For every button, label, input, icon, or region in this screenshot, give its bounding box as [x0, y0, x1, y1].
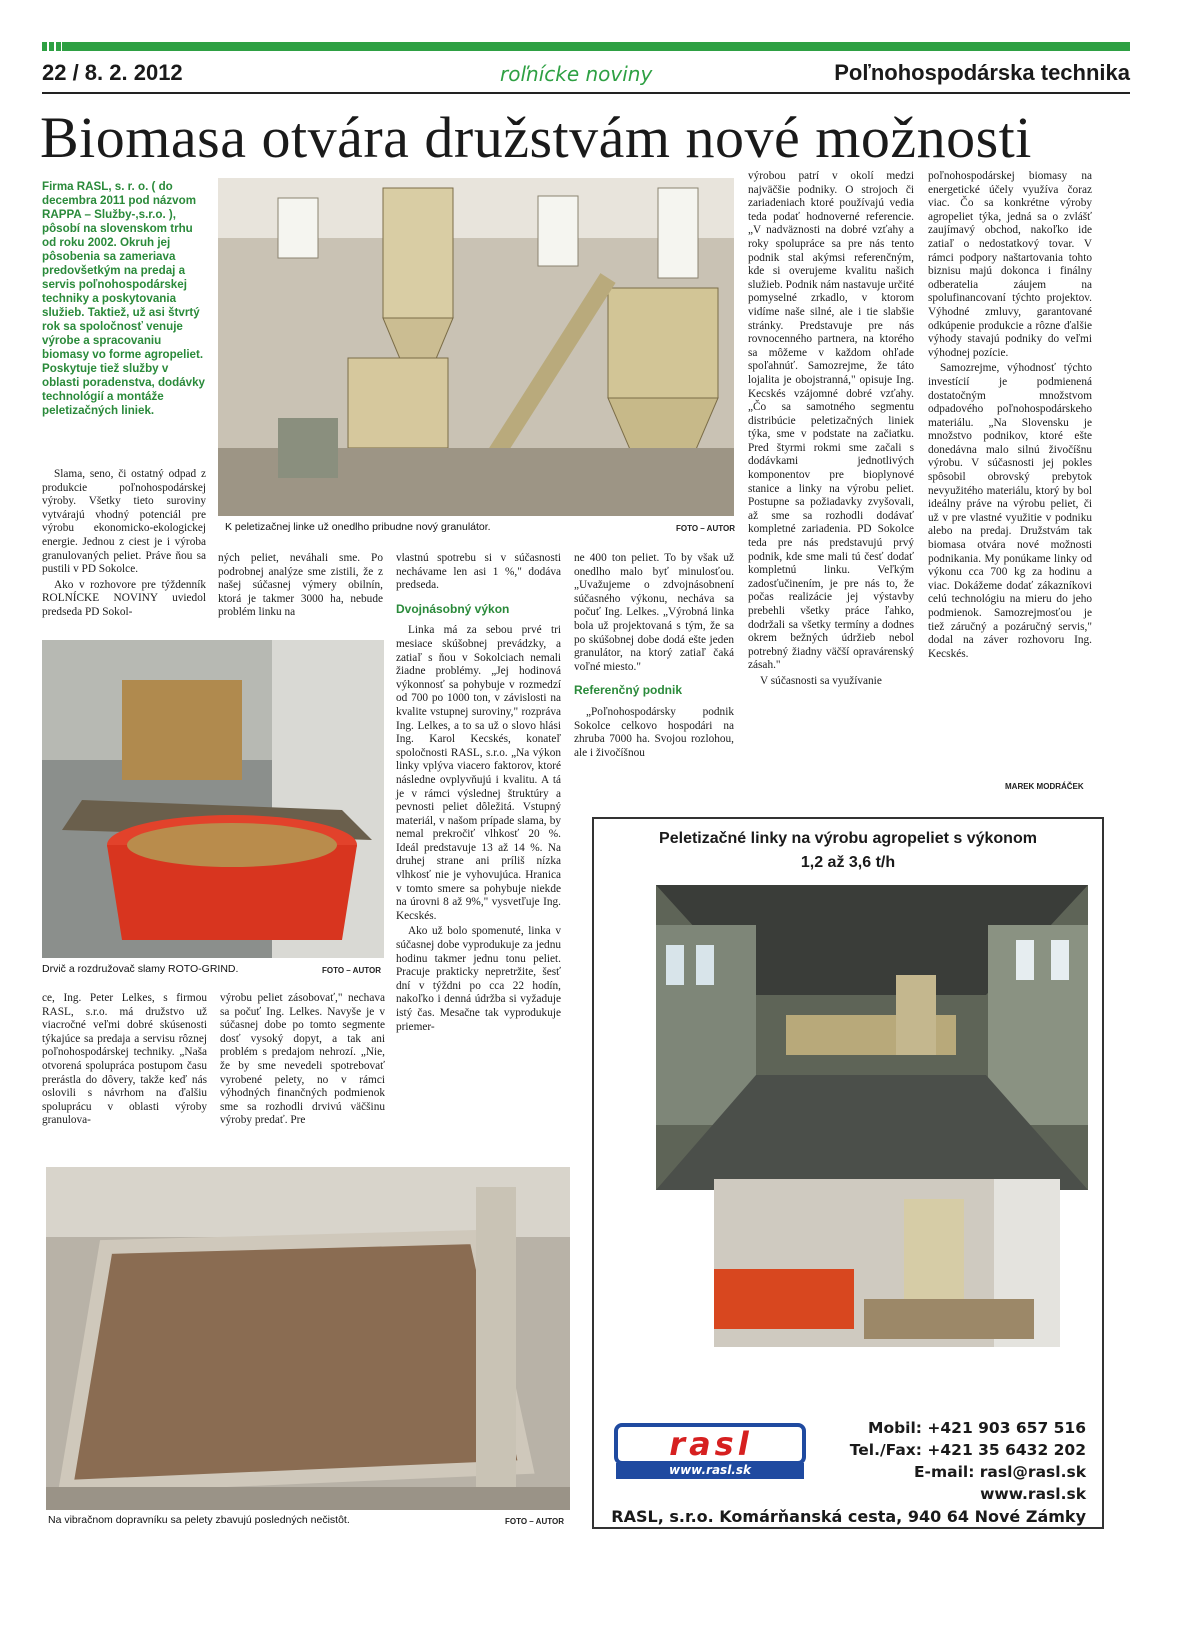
- col4-paragraph-1: ne 400 ton peliet. To by však už onedlho malo byť minulosťou. „Uvažujeme o zdvojnásobnení súčasného výkonu, necháva sa počuť Ing. Lelkes. „Výrobná linka bola už projektovaná s tým, že sa po skúšobnej dobe dodá ešte jeden granulátor, na ktorý zatiaľ čaká voľné miesto.": [574, 552, 734, 673]
- col3-paragraph-1: vlastnú spotrebu si v súčasnosti nechávame len asi 1 %," dodáva predseda.: [396, 552, 561, 592]
- ad-photo-hall: [656, 885, 1088, 1190]
- ad-tel-fax: Tel./Fax: +421 35 6432 202: [849, 1441, 1086, 1459]
- photo-roto-grind: [42, 640, 384, 958]
- newspaper-logo: roľnícke noviny: [500, 62, 653, 86]
- subhead-reference: Referenčný podnik: [574, 683, 683, 698]
- column-2-bottom: [220, 992, 385, 1130]
- column-3: [396, 552, 561, 1036]
- credit-mid-photo: FOTO – AUTOR: [322, 966, 381, 975]
- header-bar-dots: [42, 42, 62, 51]
- col6-paragraph-2: Samozrejme, výhodnosť týchto investícií je podmienená dostatočným množstvom odpadového poľnohospodárskeho materiálu. „Na Slovensku je množstvo podnikov, ktoré ešte donedávna malo silnú živočíšnu výrobu. V súčasnosti jej pokles spôsobil obrovský prebytok nevyužitého materiálu, ktorý by bol ideálny práve na výrobu peliet, či už v pre vlastné využitie v podniku alebo na predaj. Družstvám tak biomasa otvára nové možnosti podnikania. My ponúkame linky od výkonu cca 700 kg za hodinu a viac. Dokážeme dodať zákazníkovi celú technológiu na mieru do jeho podmienok. Samozrejmosťou je tiež záručný a pozáručný servis," dodal na záver rozhovoru Ing. Kecskés.: [928, 362, 1092, 660]
- column-5: [748, 170, 914, 691]
- conveyor-illustration: [46, 1167, 570, 1510]
- ad-email[interactable]: E-mail: rasl@rasl.sk: [913, 1463, 1086, 1481]
- ad-website[interactable]: www.rasl.sk: [980, 1485, 1086, 1503]
- ad-address: RASL, s.r.o. Komárňanská cesta, 940 64 Nové Zámky: [611, 1507, 1086, 1526]
- headline: Biomasa otvára družstvám nové možnosti: [40, 105, 1032, 170]
- column-1-top: [42, 468, 206, 622]
- col5-paragraph-2: V súčasnosti sa využívanie: [760, 674, 882, 687]
- production-hall-illustration: [656, 885, 1088, 1190]
- col6-paragraph-1: poľnohospodárskej biomasy na energetické účely využíva čoraz viac. Čo sa konkrétne výroby agropeliet týka, jedná sa o zvlášť zaujímavý obchod, nakoľko ide zatiaľ o nedostatkový tovar. V rámci podpory naštartovania tohto biznisu majú dokonca i finálny odberatelia záujem na spolufinancovaní týchto projektov. Výhodné zmluvy, garantované odkúpenie produkcie a rôzne ďalšie výhody stavajú podniky do veľmi výhodnej pozície.: [928, 170, 1092, 359]
- col2-bottom-paragraph: výrobu peliet zásobovať," nechava sa počuť Ing. Lelkes. Navyše je v súčasnej dobe po tomto segmente dosť vysoký dopyt, a tak ani problém s predajom nehrozí. „Nie, že by sme nevedeli spotrebovať vyrobené pelety, no v rámci výhodných finančných podmienok sme sa rozhodli drvivú väčšinu výroby predať. Pre: [220, 992, 385, 1127]
- subhead-double-output: Dvojnásobný výkon: [396, 601, 510, 616]
- header-green-bar: [42, 42, 1130, 51]
- col1-bottom-paragraph: ce, Ing. Peter Lelkes, s firmou RASL, s.r.o. má družstvo už viacročné veľmi dobré skúsenosti týkajúce sa predaja a servisu rôznej poľnohospodárskej techniky. „Naša otvorená spolupráca postupom času prerástla do dôvery, takže keď nás oslovili s návrhom na ďalšiu spoluprácu v oblasti výroby granulova-: [42, 992, 207, 1127]
- header-rule: [42, 92, 1130, 94]
- col2-mid-paragraph: ných peliet, neváhali sme. Po podrobnej analýze sme zistili, že z našej súčasnej výmery obilnín, ktorá je takmer 3000 ha, nebude problém linku na: [218, 552, 383, 619]
- column-4: [574, 552, 734, 762]
- ad-photo-line: [714, 1179, 1060, 1347]
- rasl-logo-url: www.rasl.sk: [668, 1463, 751, 1477]
- photo-pelletizing-line: [218, 178, 734, 516]
- photo-vibratory-conveyor: [46, 1167, 570, 1510]
- page-number-date: 22 / 8. 2. 2012: [42, 60, 183, 85]
- rasl-advertisement: [592, 817, 1104, 1529]
- article-author: MAREK MODRÁČEK: [1005, 782, 1084, 791]
- ad-mobile: Mobil: +421 903 657 516: [868, 1419, 1086, 1437]
- section-title: Poľnohospodárska technika: [834, 60, 1130, 85]
- caption-bottom-photo: Na vibračnom dopravníku sa pelety zbavujú posledných nečistôt.: [48, 1514, 350, 1526]
- col4-paragraph-2: „Poľnohospodársky podnik Sokolce celkovo hospodári na zhruba 7000 ha. Svojou rozlohou, ale i živočíšnou: [574, 705, 734, 759]
- caption-top-photo: K peletizačnej linke už onedlho pribudne nový granulátor.: [225, 521, 491, 533]
- column-2-mid: [218, 552, 383, 622]
- ad-title-line-1: Peletizačné linky na výrobu agropeliet s výkonom: [659, 830, 1037, 847]
- column-6: [928, 170, 1092, 663]
- col3-paragraph-2: Linka má za sebou prvé tri mesiace skúšobnej prevádzky, a zatiaľ s ňou v Sokolciach nemali žiadne problémy. „Jej hodinová výkonnosť sa pohybuje v rozmedzí od 700 po 1000 ton, v závislosti na kvalite vstupnej suroviny," rozpráva Ing. Lelkes, a to sa už o slovo hlási Ing. Karol Kecskés, konateľ spoločnosti RASL, s.r.o. „Na výkon linky vplýva viacero faktorov, ktoré následne ovplyvňujú i kvalitu. A tá je v rámci výslednej štruktúry a pevnosti peliet dôležitá. Vstupný materiál, v našom prípade slama, by nemal prekročiť vlhkosť 20 %. Ideál predstavuje 13 až 14 %. Na druhej strane ani príliš nízka vlhkosť nie je vyhovujúca. Hranica v tomto smere sa pohybuje niekde na úrovni 8 až 9%," vysvetľuje Ing. Kecskés.: [396, 624, 561, 922]
- col1-paragraph-1: Slama, seno, či ostatný odpad z produkcie poľnohospodárskej výroby. Všetky tieto suroviny vytvárajú vhodný potenciál pre výrobu ekonomicko-ekologickej energie. Jednou z ciest je i výroba granulovaných peliet. Práve ňou sa pustili v PD Sokolce.: [42, 468, 206, 576]
- lead-paragraph: Firma RASL, s. r. o. ( do decembra 2011 pod názvom RAPPA – Služby-,s.r.o. ), pôsobí na slovenskom trhu od roku 2002. Okruh jej pôsobenia sa zameriava predovšetkým na predaj a servis poľnohospodárskej techniky a poskytovania služieb. Taktiež, už asi štvrtý rok sa spoločnosť venuje výrobe a spracovaniu biomasy vo forme agropeliet. Poskytuje tiež služby v oblasti poradenstva, dodávky technológií a montáže peletizačných liniek.: [42, 180, 206, 417]
- col1-paragraph-2: Ako v rozhovore pre týždenník ROLNÍCKE NOVINY uviedol predseda PD Sokol-: [42, 578, 206, 618]
- credit-bottom-photo: FOTO – AUTOR: [505, 1517, 564, 1526]
- shredder-illustration: [42, 640, 384, 958]
- rasl-logo-text: rasl: [669, 1425, 753, 1463]
- credit-top-photo: FOTO – AUTOR: [676, 524, 735, 533]
- caption-mid-photo: Drvič a rozdružovač slamy ROTO-GRIND.: [42, 963, 239, 975]
- rasl-logo: [612, 1419, 808, 1481]
- col5-paragraph-1: výrobou patrí v okolí medzi najväčšie podniky. O strojoch či zariadeniach ktoré používajú vedia teda podať hodnoverné referencie. „V nadväznosti na dobré vzťahy a roky spolupráce sa pre nás tento podnik stal akýmsi referenčným, kde si overujeme kvalitu našich služieb. Podnik nám nastavuje určité pomyselné zrkadlo, v ktorom vidíme naše silné, ale i tie slabšie stránky. Predstavuje pre nás rovnocenného partnera, na ktorého sa môžeme v každom ohľade spoľahnúť. Samozrejme, že táto lojalita je obojstranná," opisuje Ing. Kecskés vzájomné dobré vzťahy. „Čo sa samotného segmentu distribúcie peletizačných liniek týka, sme v podstate na začiatku. Pred štyrmi rokmi sme začali s dodávkami jednotlivých komponentov pre bioplynové stanice a linky na výrobu peliet. Postupne sa požiadavky zvyšovali, až sme sa rozhodli dodávať kompletné zariadenia. PD Sokolce teda pre nás predstavujú prvý podnik, kde sme mali tú česť dodať kompletnú linku. Veľkým zadosťučinením, je pre nás to, že počas realizácie jej výstavby prebehli všetky práce ľahko, dodržali sa všetky termíny a dodnes okrem bežných údržieb nebol potrebný žiadny väčší opravárenský zásah.": [748, 170, 914, 672]
- ad-title-line-2: 1,2 až 3,6 t/h: [800, 854, 896, 871]
- pellet-line-illustration: [714, 1179, 1060, 1347]
- factory-interior-illustration: [218, 178, 734, 516]
- ad-title: [594, 827, 1102, 875]
- col3-paragraph-3: Ako už bolo spomenuté, linka v súčasnej dobe vyprodukuje za jednu hodinu takmer jednu tonu peliet. Pracuje prakticky nepretržite, šesť dní v týždni po cca 22 hodín, nakoľko i denná údržba si vyžaduje istý čas. Mesačne tak vyprodukuje priemer-: [396, 925, 561, 1033]
- column-1-bottom: [42, 992, 207, 1130]
